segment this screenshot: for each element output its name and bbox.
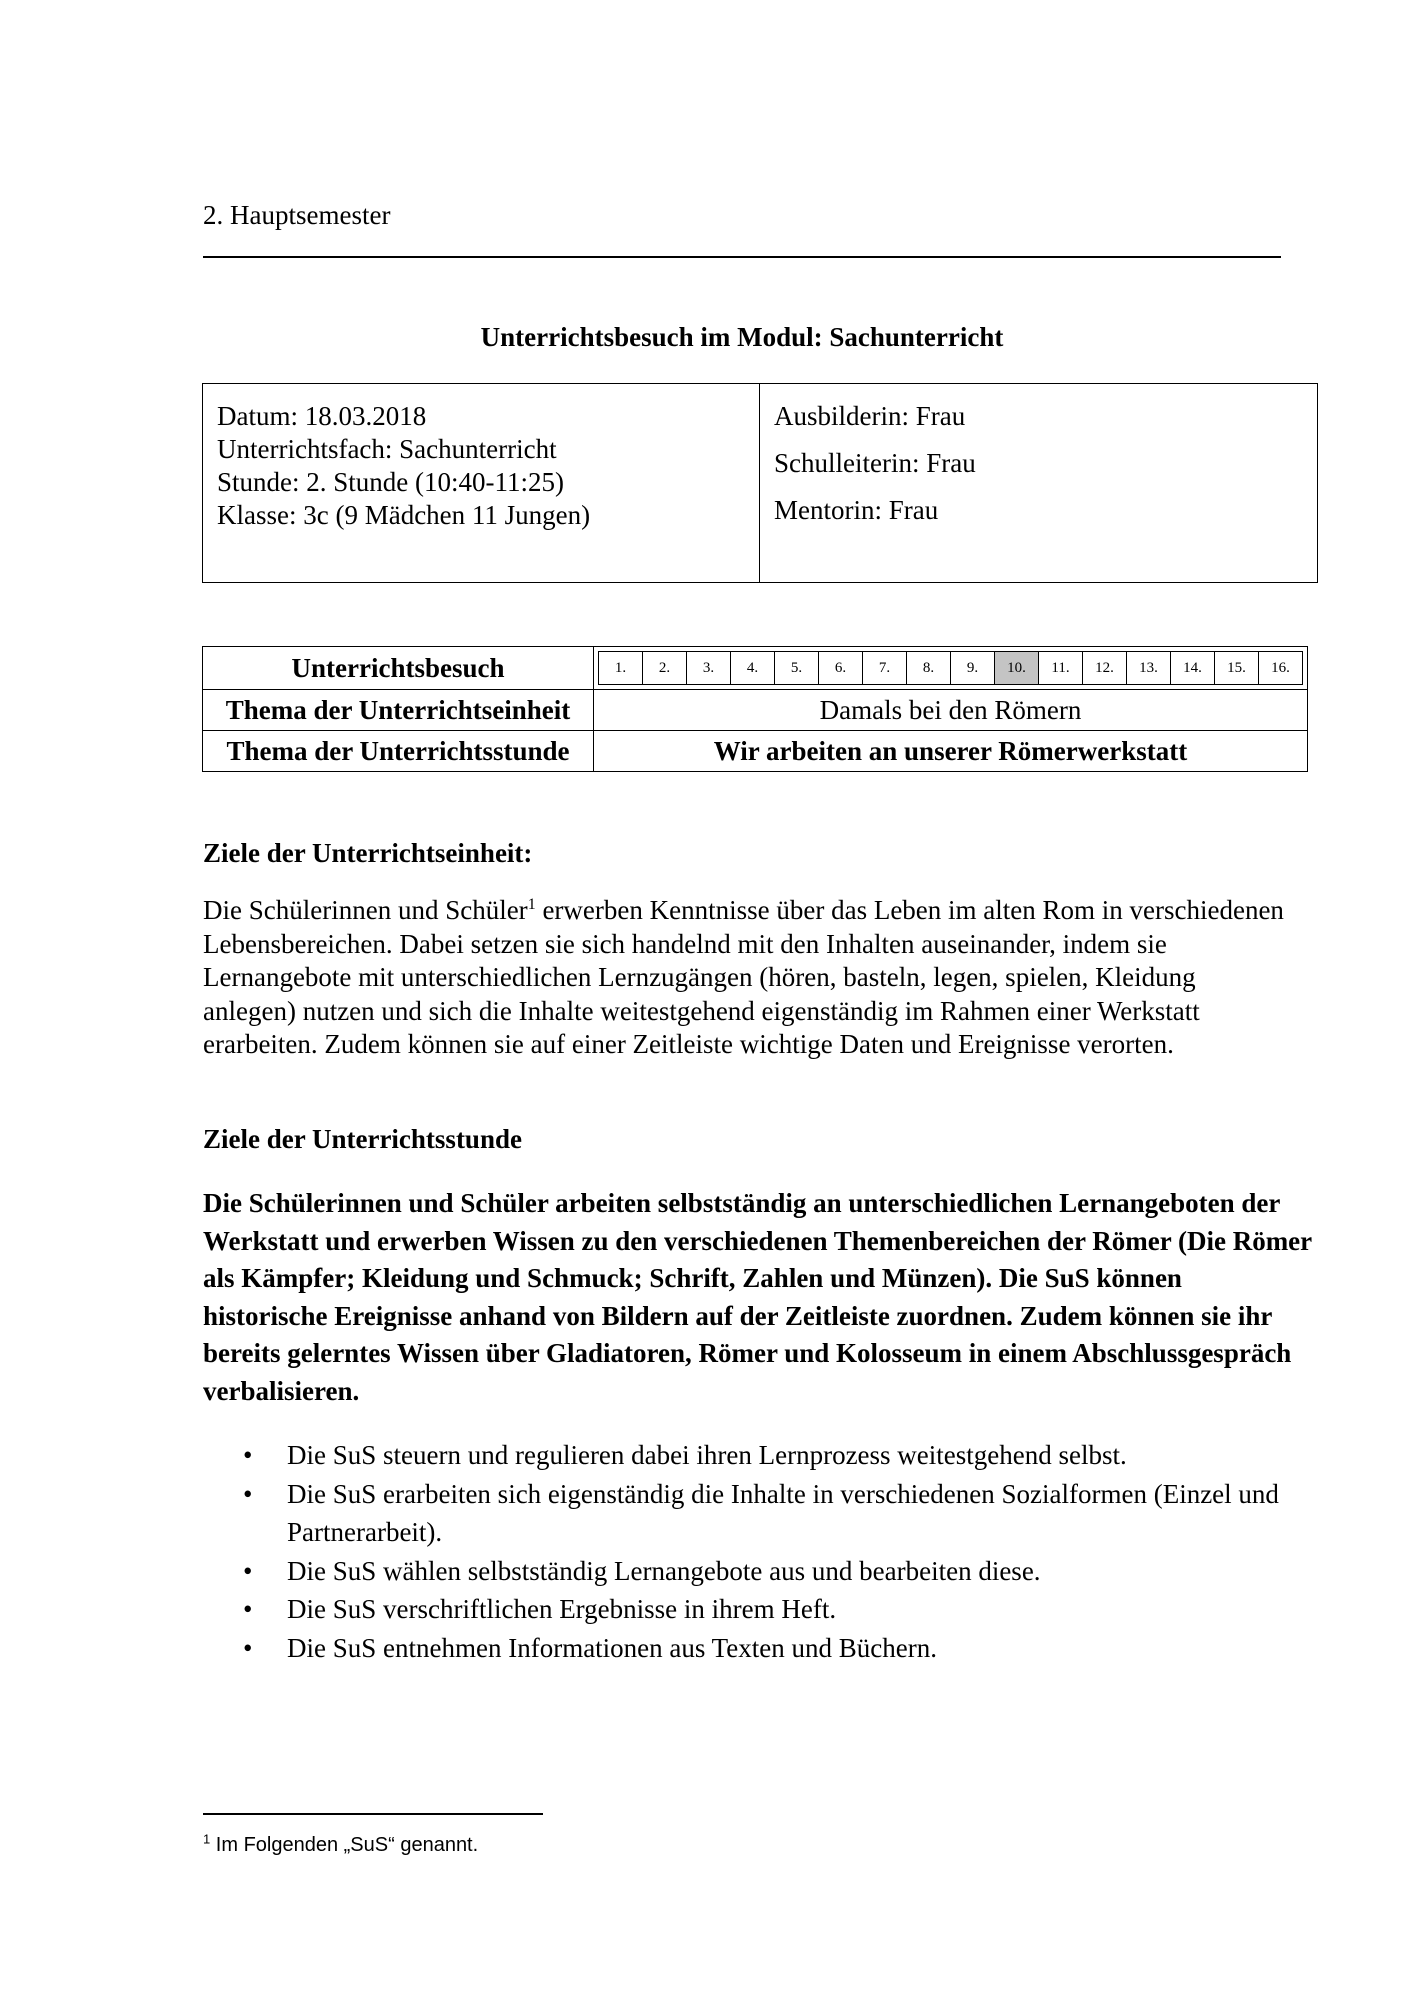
list-item: • Die SuS wählen selbstständig Lernangebote aus und bearbeiten diese. — [203, 1552, 1303, 1591]
unit-topic-value: Damals bei den Römern — [594, 690, 1308, 731]
visit-number-8: 8. — [907, 652, 951, 684]
visit-number-16: 16. — [1271, 659, 1290, 676]
info-date: Datum: 18.03.2018 — [217, 401, 427, 431]
lesson-topic-label: Thema der Unterrichtsstunde — [203, 731, 594, 772]
info-principal: Schulleiterin: Frau — [774, 448, 976, 478]
footnote-mark: 1 — [203, 1831, 211, 1847]
unit-goals-text-rest: erwerben Kenntnisse über das Leben im alten Rom in verschiedenen Lebensbereichen. Dabei setzen sie sich handelnd mit den Inhalten auseinander, indem sie Lernangebote mit unterschiedlichen Lernzugängen (hören, basteln, legen, spielen, Kleidung anlegen) nutzen und sich die Inhalte weitestgehend eigenständig im Rahmen einer Werkstatt erarbeiten. Zudem können sie auf einer Zeitleiste wichtige Daten und Ereignisse verorten. — [203, 895, 1284, 1059]
visit-numbers-cell — [594, 647, 1308, 690]
lesson-goals-list — [203, 1436, 1303, 1667]
visit-number-4: 4. — [731, 652, 775, 684]
info-box — [202, 383, 1318, 583]
visit-number-14: 14. — [1171, 652, 1215, 684]
info-period: Stunde: 2. Stunde (10:40-11:25) — [217, 467, 564, 497]
visit-number-5: 5. — [775, 652, 819, 684]
visit-number-2: 2. — [643, 652, 687, 684]
list-item: • Die SuS erarbeiten sich eigenständig die Inhalte in verschiedenen Sozialformen (Einzel und Partnerarbeit). — [203, 1475, 1303, 1552]
table-row-lesson-topic — [203, 731, 1308, 772]
footnote-text: Im Folgenden „SuS“ genannt. — [210, 1834, 479, 1856]
visit-number-15: 15. — [1215, 652, 1259, 684]
lesson-topic-value: Wir arbeiten an unserer Römerwerkstatt — [594, 731, 1308, 772]
info-class: Klasse: 3c (9 Mädchen 11 Jungen) — [217, 500, 591, 530]
info-right-cell — [760, 384, 1316, 582]
visit-number-strip — [598, 651, 1303, 685]
unit-goals-paragraph — [203, 894, 1293, 1062]
footnote-reference[interactable]: 1 — [527, 896, 536, 913]
visit-number-1: 1. — [599, 652, 643, 684]
visit-number-11: 11. — [1039, 652, 1083, 684]
footnote — [203, 1831, 479, 1857]
info-trainer: Ausbilderin: Frau — [774, 401, 966, 431]
unit-goals-heading: Ziele der Unterrichtseinheit: — [203, 838, 533, 868]
lesson-goals-paragraph: Die Schülerinnen und Schüler arbeiten selbstständig an unterschiedlichen Lernangeboten der Werkstatt und erwerben Wissen zu den verschiedenen Themenbereichen der Römer (Die Römer als Kämpfer; Kleidung und Schmuck; Schrift, Zahlen und Münzen). Die SuS können historische Ereignisse anhand von Bildern auf der Zeitleiste zuordnen. Zudem können sie ihr bereits gelerntes Wissen über Gladiatoren, Römer und Kolosseum in einem Abschlussgespräch verbalisieren. — [203, 1188, 1312, 1406]
list-item: • Die SuS verschriftlichen Ergebnisse in ihrem Heft. — [203, 1590, 1303, 1629]
info-left-cell — [203, 384, 760, 582]
visit-number-12: 12. — [1083, 652, 1127, 684]
table-row-unit-topic — [203, 690, 1308, 731]
info-mentor: Mentorin: Frau — [774, 495, 939, 525]
page-header: 2. Hauptsemester — [203, 200, 391, 230]
footnote-divider — [203, 1813, 543, 1815]
unit-topic-label: Thema der Unterrichtseinheit — [203, 690, 594, 731]
visit-number-6: 6. — [819, 652, 863, 684]
visit-label: Unterrichtsbesuch — [203, 647, 594, 690]
document-title: Unterrichtsbesuch im Modul: Sachunterricht — [480, 322, 1004, 352]
visit-number-10: 10. — [995, 652, 1039, 684]
visit-number-3: 3. — [687, 652, 731, 684]
header-divider — [203, 256, 1281, 258]
table-row-visit — [203, 647, 1308, 690]
list-item: • Die SuS steuern und regulieren dabei ihren Lernprozess weitestgehend selbst. — [203, 1436, 1303, 1475]
visit-number-7: 7. — [863, 652, 907, 684]
unit-goals-text-start: Die Schülerinnen und Schüler — [203, 895, 528, 925]
list-item: • Die SuS entnehmen Informationen aus Texten und Büchern. — [203, 1629, 1303, 1668]
info-subject: Unterrichtsfach: Sachunterricht — [217, 434, 557, 464]
lesson-goals-heading: Ziele der Unterrichtsstunde — [203, 1124, 522, 1154]
lesson-table — [202, 646, 1308, 772]
visit-number-9: 9. — [951, 652, 995, 684]
visit-number-13: 13. — [1127, 652, 1171, 684]
